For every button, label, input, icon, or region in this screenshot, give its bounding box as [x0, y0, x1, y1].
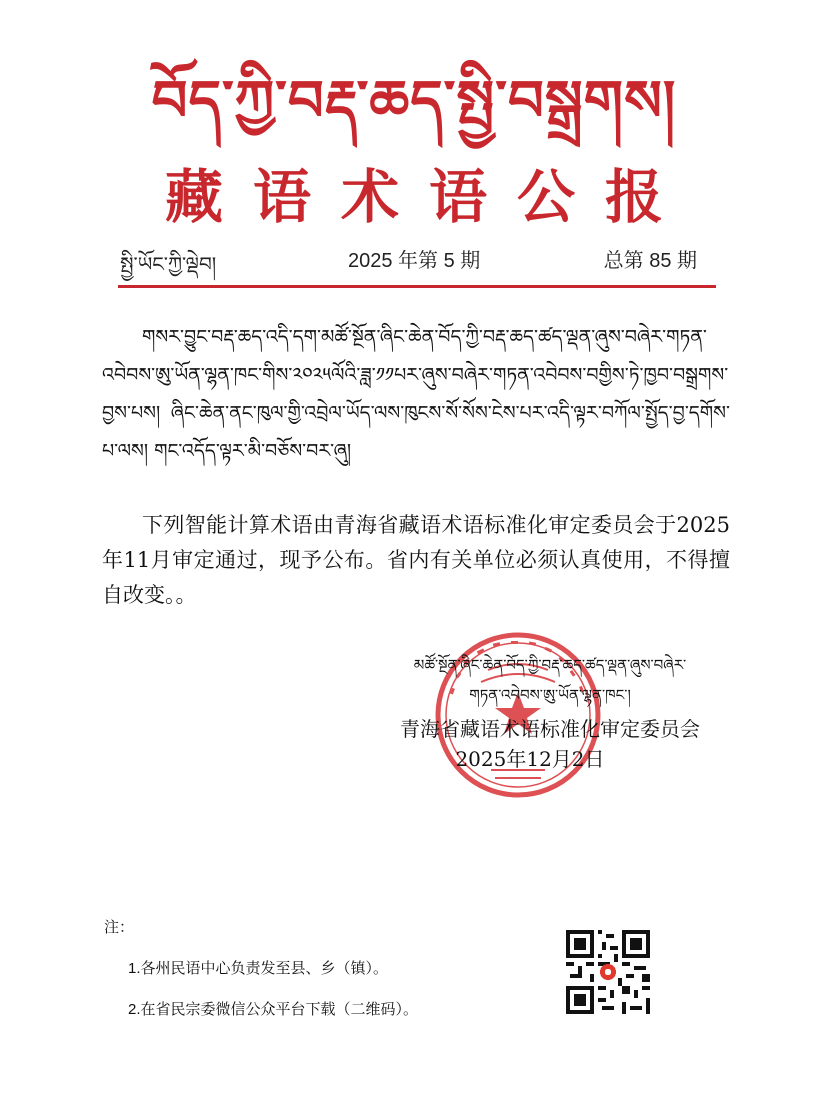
tibetan-announcement: གསར་བྱུང་བརྡ་ཆད་འདི་དག་མཚོ་སྔོན་ཞིང་ཆེན་བོད་ཀྱི་བརྡ་ཆད་ཚད་ལྡན་ཞུས་བཞེར་གཏན་འབེབས་ཨུ་ཡོན་ལྷན་ཁང་གིས་༢༠༢༥ལོའི་ཟླ་༡༡པར་ཞུས་བཞེར་གཏན་འབེབས་བགྱིས་ཏེ་ཁྱབ་བསྒྲགས་བྱས་པས། ཞིང་ཆེན་ནང་ཁུལ་གྱི་འབྲེལ་ཡོད་ལས་ཁུངས་སོ་སོས་ངེས་པར་འདི་ལྟར་བཀོལ་སྤྱོད་བྱ་དགོས་པ་ལས། གང་འདོད་ལྟར་མི་བཅོས་བར་ཞུ།: [102, 326, 730, 462]
tibetan-masthead: བོད་ཀྱི་བརྡ་ཆད་སྤྱི་བསྒྲགས།: [151, 68, 677, 134]
signature-tibetan-line-2: གཏན་འབེབས་ཨུ་ཡོན་ལྷན་ཁང་།: [469, 686, 631, 704]
chinese-masthead: 藏语术语公报: [164, 163, 693, 231]
issue-info-row: [120, 240, 705, 274]
notes-heading: 注：: [104, 919, 135, 936]
signature-block: [360, 650, 740, 774]
wechat-qr-code[interactable]: [566, 930, 650, 1014]
issue-tibetan-label: སྤྱི་ཡོང་ཀྱི་ལྡེབ།: [120, 252, 217, 276]
issue-total: 总第 85 期: [603, 250, 697, 272]
notes-section: [104, 916, 544, 1019]
note-item: 1.各州民语中心负责发至县、乡（镇）。: [128, 960, 389, 977]
signature-organization: 青海省藏语术语标准化审定委员会: [400, 717, 700, 741]
issue-number: 2025 年第 5 期: [348, 250, 481, 272]
signature-tibetan-line-1: མཚོ་སྔོན་ཞིང་ཆེན་བོད་ཀྱི་བརྡ་ཆད་ཚད་ལྡན་ཞུས་བཞེར་: [413, 656, 687, 674]
note-item: 2.在省民宗委微信公众平台下载（二维码）。: [128, 1001, 419, 1018]
header-divider: [118, 285, 716, 288]
chinese-announcement: 下列智能计算术语由青海省藏语术语标准化审定委员会于2025年11月审定通过，现予公布。省内有关单位必须认真使用，不得擅自改变。。: [102, 513, 730, 607]
signature-date: 2025年12月2日: [455, 747, 605, 771]
